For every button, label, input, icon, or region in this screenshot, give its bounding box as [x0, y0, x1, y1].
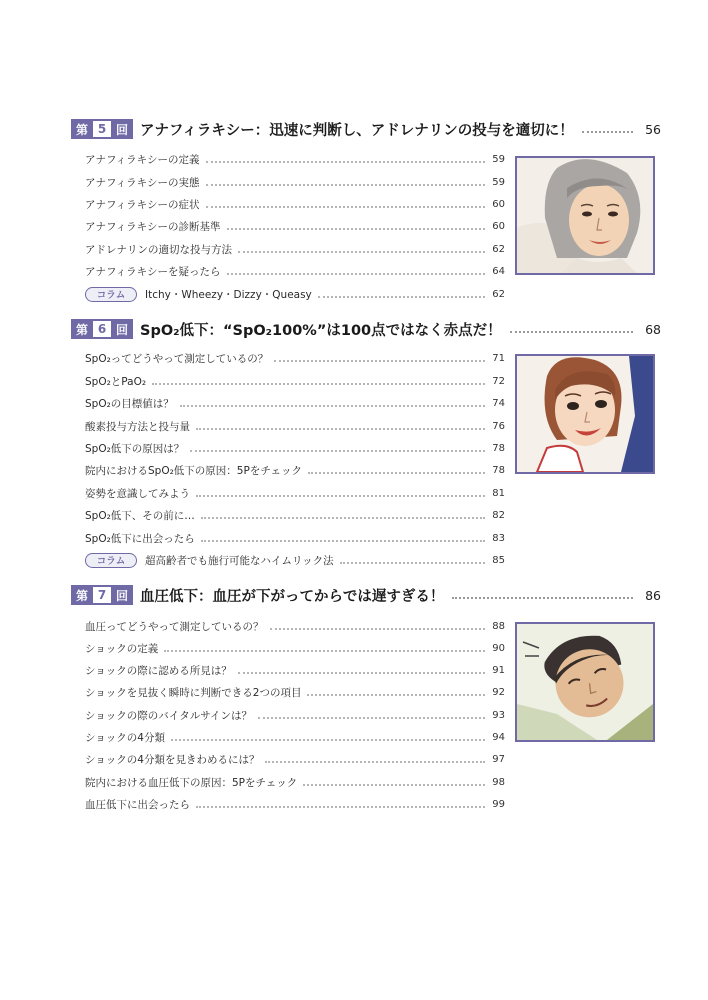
toc-entry-page: 91 — [492, 664, 505, 676]
toc-entry-title: SpO₂の目標値は？ — [85, 397, 174, 410]
toc-entry-title: アナフィラキシーの実態 — [85, 176, 200, 189]
chapter-5-section — [71, 118, 661, 308]
toc-entry-page: 76 — [492, 420, 505, 432]
column-badge: コラム — [85, 553, 137, 568]
toc-entry-page: 94 — [492, 731, 505, 743]
dot-leader — [270, 628, 486, 630]
toc-entry[interactable] — [85, 618, 505, 634]
toc-entry[interactable] — [85, 440, 505, 456]
chapter-badge — [71, 585, 133, 605]
chapter-6-section — [71, 318, 661, 573]
toc-entry[interactable] — [85, 263, 505, 279]
toc-entry-title: SpO₂低下に出会ったら — [85, 532, 195, 545]
illustration-nurse — [515, 354, 655, 474]
column-badge: コラム — [85, 287, 137, 302]
dot-leader — [206, 206, 485, 208]
dot-leader — [180, 405, 485, 407]
toc-entry-title: 院内におけるSpO₂低下の原因：5Pをチェック — [85, 464, 303, 477]
toc-entry-page: 72 — [492, 375, 505, 387]
dot-leader — [340, 562, 485, 564]
dot-leader — [307, 694, 485, 696]
chapter-badge — [71, 119, 133, 139]
dot-leader — [206, 161, 485, 163]
dot-leader — [318, 296, 485, 298]
toc-entry[interactable] — [85, 485, 505, 501]
chapter-badge-dai: 第 — [71, 319, 93, 339]
toc-entry[interactable] — [85, 707, 505, 723]
toc-entry-page: 99 — [492, 798, 505, 810]
toc-entry[interactable] — [85, 462, 505, 478]
toc-entry[interactable] — [85, 507, 505, 523]
toc-entry-page: 74 — [492, 397, 505, 409]
dot-leader — [265, 761, 485, 763]
toc-entry[interactable] — [85, 751, 505, 767]
toc-entry[interactable] — [85, 684, 505, 700]
toc-entry-title: アナフィラキシーの定義 — [85, 153, 200, 166]
toc-entry-title: 酸素投与方法と投与量 — [85, 420, 190, 433]
toc-entry-page: 62 — [492, 288, 505, 300]
chapter-badge — [71, 319, 133, 339]
illustration-man-lying — [515, 622, 655, 742]
illustration-elderly-woman — [515, 156, 655, 275]
chapter-title: SpO₂低下：“SpO₂100%”は100点ではなく赤点だ！ — [140, 322, 502, 339]
toc-entry-title: ショックの4分類 — [85, 731, 165, 744]
chapter-heading[interactable] — [71, 118, 661, 140]
toc-entry-title: 血圧低下に出会ったら — [85, 798, 190, 811]
toc-entry-page: 81 — [492, 487, 505, 499]
toc-entry-page: 92 — [492, 686, 505, 698]
toc-entry-title: 姿勢を意識してみよう — [85, 487, 190, 500]
dot-leader — [258, 717, 485, 719]
dot-leader — [171, 739, 485, 741]
chapter-page-number: 56 — [645, 121, 661, 137]
chapter-page-number: 86 — [645, 587, 661, 603]
toc-entry-page: 60 — [492, 198, 505, 210]
toc-entry-page: 62 — [492, 243, 505, 255]
chapter-badge-number: 7 — [93, 585, 111, 605]
toc-entry-page: 83 — [492, 532, 505, 544]
toc-entry-title: アドレナリンの適切な投与方法 — [85, 243, 232, 256]
toc-entry[interactable] — [85, 241, 505, 257]
chapter-heading[interactable] — [71, 318, 661, 340]
toc-entry-title: Itchy・Wheezy・Dizzy・Queasy — [145, 288, 312, 301]
chapter-badge-kai: 回 — [111, 119, 133, 139]
dot-leader — [196, 428, 485, 430]
toc-entry-title: SpO₂低下の原因は？ — [85, 442, 185, 455]
toc-entry[interactable] — [85, 373, 505, 389]
toc-entry-page: 82 — [492, 509, 505, 521]
dot-leader — [152, 383, 485, 385]
toc-entry-page: 97 — [492, 753, 505, 765]
toc-entry-page: 90 — [492, 642, 505, 654]
toc-entry-page: 71 — [492, 352, 505, 364]
toc-entry[interactable] — [85, 530, 505, 546]
toc-entry-title: ショックの4分類を見きわめるには？ — [85, 753, 260, 766]
toc-entry[interactable] — [85, 796, 505, 812]
toc-entry-page: 59 — [492, 153, 505, 165]
toc-entry-page: 93 — [492, 709, 505, 721]
chapter-badge-number: 5 — [93, 119, 111, 139]
dot-leader — [190, 450, 485, 452]
toc-column-entry[interactable] — [85, 286, 505, 302]
dot-leader — [510, 331, 633, 333]
dot-leader — [274, 360, 485, 362]
chapter-7-section — [71, 584, 661, 814]
toc-entry-title: アナフィラキシーの診断基準 — [85, 220, 221, 233]
toc-entry-page: 64 — [492, 265, 505, 277]
dot-leader — [201, 517, 485, 519]
chapter-heading[interactable] — [71, 584, 661, 606]
toc-entry[interactable] — [85, 151, 505, 167]
toc-entry[interactable] — [85, 640, 505, 656]
toc-entry-page: 88 — [492, 620, 505, 632]
toc-entry[interactable] — [85, 218, 505, 234]
chapter-title: アナフィラキシー：迅速に判断し、アドレナリンの投与を適切に！ — [140, 122, 574, 139]
chapter-badge-number: 6 — [93, 319, 111, 339]
toc-entry[interactable] — [85, 350, 505, 366]
toc-entry-title: 院内における血圧低下の原因：5Pをチェック — [85, 776, 298, 789]
dot-leader — [238, 672, 485, 674]
toc-entry-title: ショックの定義 — [85, 642, 159, 655]
toc-entry-title: ショックの際のバイタルサインは？ — [85, 709, 253, 722]
toc-entry[interactable] — [85, 662, 505, 678]
toc-entry-page: 78 — [492, 442, 505, 454]
toc-entry[interactable] — [85, 196, 505, 212]
toc-entry-title: ショックを見抜く瞬時に判断できる2つの項目 — [85, 686, 302, 699]
toc-entry-title: 超高齢者でも施行可能なハイムリック法 — [145, 554, 334, 567]
dot-leader — [582, 131, 633, 133]
toc-entry-title: SpO₂ってどうやって測定しているの？ — [85, 352, 269, 365]
toc-entry-title: SpO₂とPaO₂ — [85, 375, 147, 388]
toc-entry-title: アナフィラキシーを疑ったら — [85, 265, 221, 278]
dot-leader — [164, 650, 485, 652]
toc-column-entry[interactable] — [85, 552, 505, 568]
chapter-badge-dai: 第 — [71, 119, 93, 139]
dot-leader — [196, 495, 485, 497]
toc-entry[interactable] — [85, 395, 505, 411]
dot-leader — [303, 784, 485, 786]
dot-leader — [196, 806, 485, 808]
dot-leader — [227, 228, 485, 230]
chapter-badge-dai: 第 — [71, 585, 93, 605]
chapter-badge-kai: 回 — [111, 585, 133, 605]
dot-leader — [308, 472, 485, 474]
toc-entry[interactable] — [85, 418, 505, 434]
chapter-badge-kai: 回 — [111, 319, 133, 339]
dot-leader — [227, 273, 485, 275]
toc-entry-page: 85 — [492, 554, 505, 566]
toc-entry[interactable] — [85, 174, 505, 190]
chapter-title: 血圧低下：血圧が下がってからでは遅すぎる！ — [140, 588, 445, 605]
dot-leader — [452, 597, 633, 599]
toc-entry-title: SpO₂低下、その前に… — [85, 509, 195, 522]
toc-entry-page: 98 — [492, 776, 505, 788]
chapter-page-number: 68 — [645, 321, 661, 337]
dot-leader — [201, 540, 485, 542]
toc-entry-title: ショックの際に認める所見は？ — [85, 664, 232, 677]
toc-entry-page: 78 — [492, 464, 505, 476]
toc-entry-page: 60 — [492, 220, 505, 232]
toc-entry[interactable] — [85, 729, 505, 745]
toc-entry-title: アナフィラキシーの症状 — [85, 198, 200, 211]
toc-entry[interactable] — [85, 774, 505, 790]
toc-entry-title: 血圧ってどうやって測定しているの？ — [85, 620, 264, 633]
dot-leader — [238, 251, 485, 253]
toc-entry-page: 59 — [492, 176, 505, 188]
dot-leader — [206, 184, 485, 186]
